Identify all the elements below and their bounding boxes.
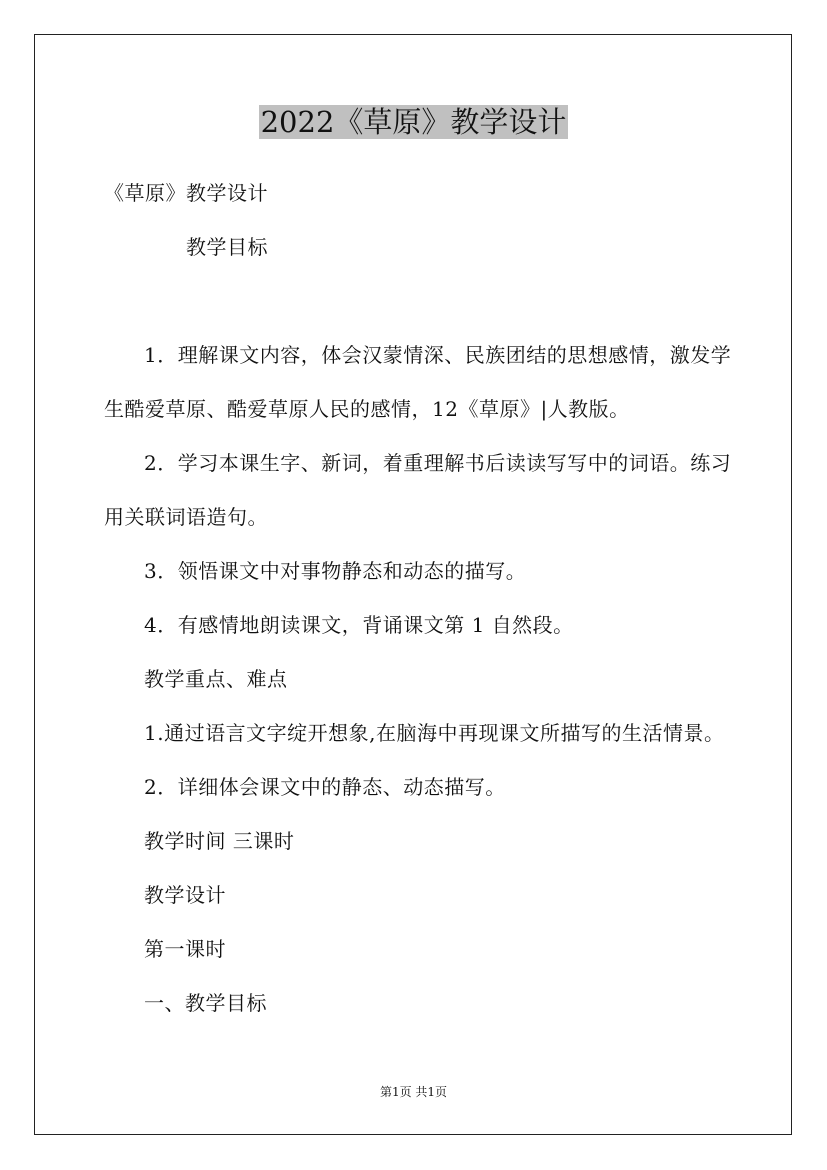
section-heading: 一、教学目标 <box>144 991 267 1015</box>
doc-line: 3．领悟课文中对事物静态和动态的描写。 <box>144 559 527 583</box>
document-title: 2022《草原》教学设计 <box>260 105 567 139</box>
doc-line: 1.通过语言文字绽开想象,在脑海中再现课文所描写的生活情景。 <box>144 721 725 745</box>
doc-line: 用关联词语造句。 <box>104 505 268 529</box>
doc-line: 《草原》教学设计 <box>104 181 268 205</box>
section-heading: 教学重点、难点 <box>144 667 288 691</box>
doc-line: 1．理解课文内容，体会汉蒙情深、民族团结的思想感情，激发学 <box>144 343 732 367</box>
doc-line: 教学时间 三课时 <box>144 829 295 853</box>
section-heading: 教学设计 <box>144 883 226 907</box>
page-footer: 第1页 共1页 <box>379 1085 448 1099</box>
doc-line: 2．学习本课生字、新词，着重理解书后读读写写中的词语。练习 <box>144 451 732 475</box>
doc-line: 2．详细体会课文中的静态、动态描写。 <box>144 775 506 799</box>
doc-line: 生酷爱草原、酷爱草原人民的感情，12《草原》|人教版。 <box>104 397 630 421</box>
section-heading: 第一课时 <box>144 937 226 961</box>
section-heading: 教学目标 <box>186 235 268 259</box>
doc-line: 4．有感情地朗读课文，背诵课文第 1 自然段。 <box>144 613 574 637</box>
